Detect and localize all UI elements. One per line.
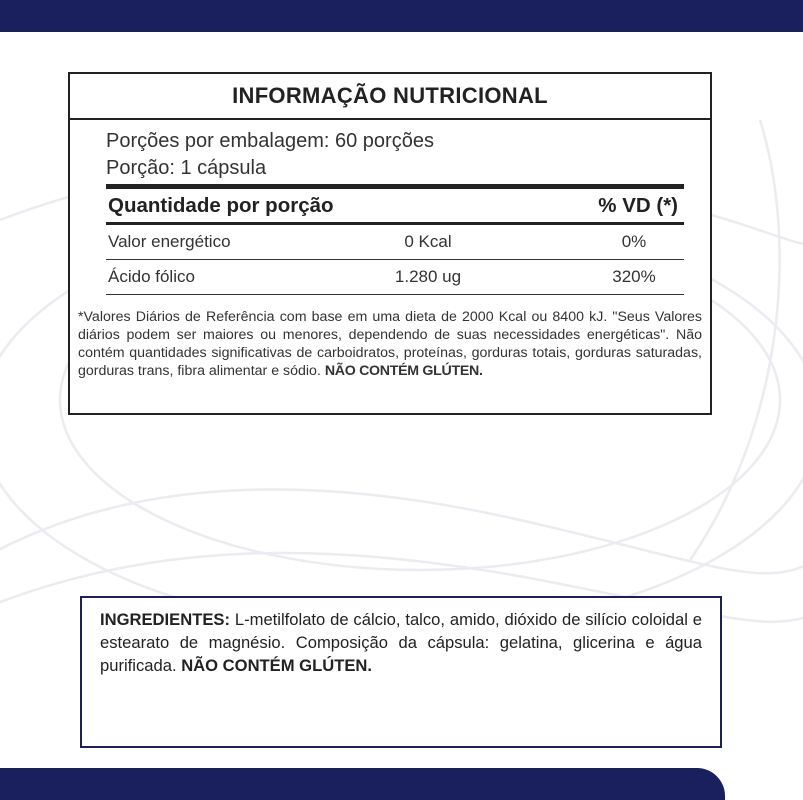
nutrient-dv: 320% bbox=[612, 267, 656, 286]
ingredients-gluten-warning: NÃO CONTÉM GLÚTEN. bbox=[181, 656, 373, 675]
nutrient-dv: 0% bbox=[621, 232, 647, 251]
nutrient-name: Ácido fólico bbox=[108, 267, 195, 286]
nutrition-header-row bbox=[108, 188, 678, 222]
servings-per-package: Porções por embalagem: 60 porções bbox=[106, 130, 434, 152]
servings-info bbox=[70, 120, 710, 182]
quantity-per-serving-header: Quantidade por porção bbox=[108, 194, 334, 217]
ingredients-label: INGREDIENTES: bbox=[100, 610, 230, 629]
footnote-text: *Valores Diários de Referência com base em uma dieta de 2000 Kcal ou 8400 kJ. "Seus Valores diários podem ser maiores ou menores, dependendo de suas necessidades energéticas". Não contém quantidades significativas de carboidratos, proteínas, gorduras totais, gorduras saturadas, gorduras trans, fibra alimentar e sódio. bbox=[78, 309, 702, 379]
serving-size: Porção: 1 cápsula bbox=[106, 157, 267, 179]
ingredients-paragraph bbox=[100, 608, 702, 677]
nutrition-row-energy bbox=[106, 225, 684, 259]
footnote-gluten-warning: NÃO CONTÉM GLÚTEN. bbox=[324, 363, 483, 379]
daily-value-header: % VD (*) bbox=[598, 194, 678, 217]
nutrient-amount: 1.280 ug bbox=[394, 267, 462, 286]
row-divider bbox=[106, 294, 684, 295]
ingredients-list: L-metilfolato de cálcio, talco, amido, dióxido de silício coloidal e estearato de magnésio. Composição da cápsula: gelatina, glicerina e água purificada. bbox=[100, 610, 702, 675]
nutrition-facts-panel bbox=[68, 72, 712, 415]
nutrition-row-folic-acid bbox=[106, 260, 684, 294]
nutrient-amount: 0 Kcal bbox=[404, 232, 452, 251]
nutrient-name: Valor energético bbox=[108, 232, 231, 251]
ingredients-panel bbox=[80, 596, 722, 748]
bottom-banner bbox=[0, 768, 725, 800]
nutrition-footnote bbox=[78, 308, 702, 380]
nutrition-title: INFORMAÇÃO NUTRICIONAL bbox=[70, 74, 710, 120]
